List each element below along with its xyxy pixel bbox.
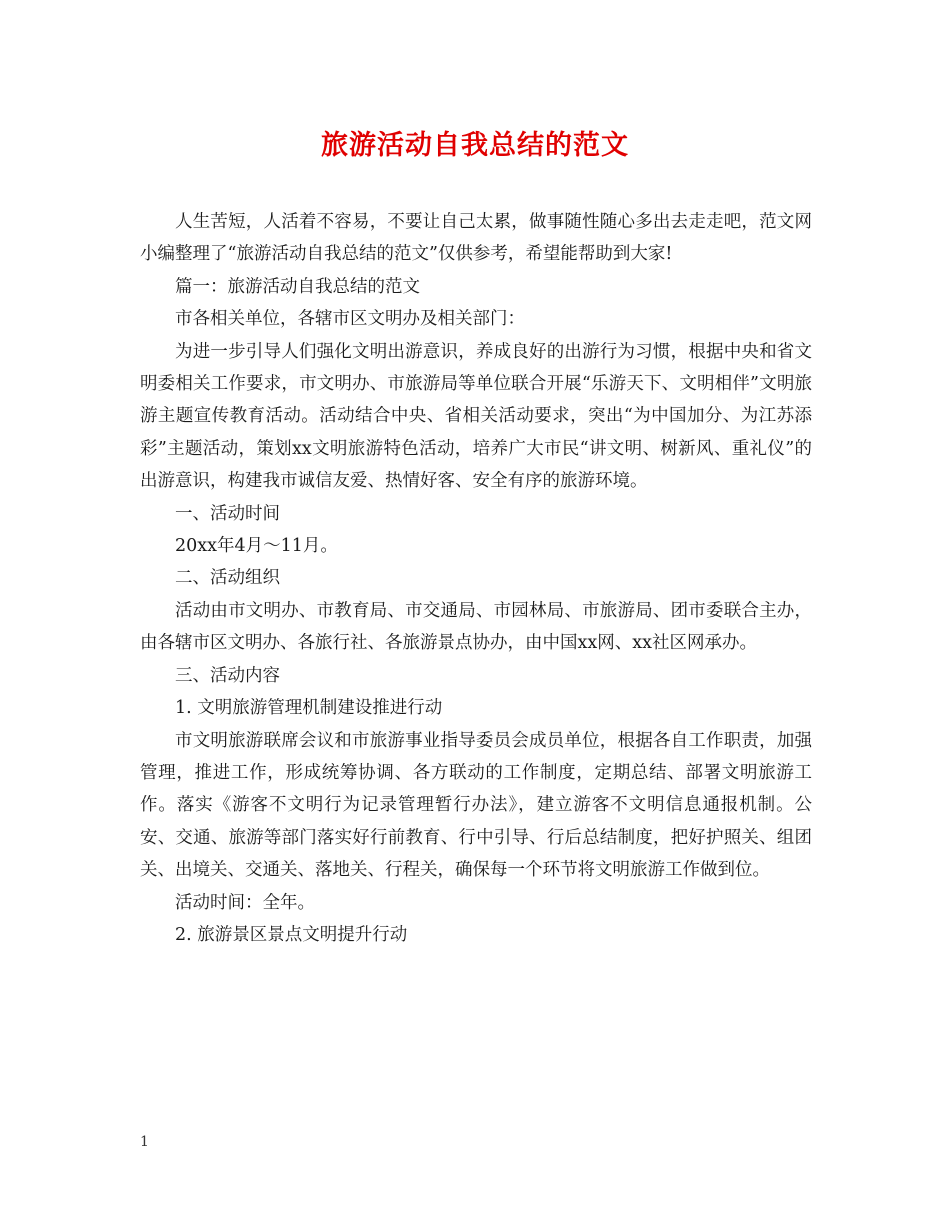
paragraph-intro: 人生苦短，人活着不容易，不要让自己太累，做事随性随心多出去走走吧，范文网小编整理了“旅游活动自我总结的范文”仅供参考，希望能帮助到大家!: [140, 212, 812, 265]
page-number: 1: [140, 1134, 149, 1150]
document-title: 旅游活动自我总结的范文: [321, 130, 629, 161]
section-heading-organization: 二、活动组织: [175, 568, 280, 589]
paragraph-part-heading: 篇一：旅游活动自我总结的范文: [175, 276, 420, 297]
paragraph-organization: 活动由市文明办、市教育局、市交通局、市园林局、市旅游局、团市委联合主办，由各辖市区文明办、各旅行社、各旅游景点协办，由中国xx网、xx社区网承办。: [140, 600, 812, 654]
document-body: [140, 206, 812, 951]
paragraph-management: 市文明旅游联席会议和市旅游事业指导委员会成员单位，根据各自工作职责，加强管理，推进工作，形成统筹协调、各方联动的工作制度，定期总结、部署文明旅游工作。落实《游客不文明行为记录管理暂行办法》，建立游客不文明信息通报机制。公安、交通、旅游等部门落实好行前教育、行中引导、行后总结制度，把好护照关、组团关、出境关、交通关、落地关、行程关，确保每一个环节将文明旅游工作做到位。: [140, 730, 812, 881]
paragraph-purpose: 为进一步引导人们强化文明出游意识，养成良好的出游行为习惯，根据中央和省文明委相关工作要求，市文明办、市旅游局等单位联合开展“乐游天下、文明相伴”文明旅游主题宣传教育活动。活动结合中央、省相关活动要求，突出“为中国加分、为江苏添彩”主题活动，策划xx文明旅游特色活动，培养广大市民“讲文明、树新风、重礼仪”的出游意识，构建我市诚信友爱、热情好客、安全有序的旅游环境。: [140, 341, 812, 492]
paragraph-time: 20xx年4月～11月。: [175, 536, 338, 557]
section-heading-content: 三、活动内容: [175, 665, 280, 686]
subheading-management: 1. 文明旅游管理机制建设推进行动: [175, 698, 443, 719]
paragraph-management-time: 活动时间：全年。: [175, 892, 315, 913]
paragraph-salutation: 市各相关单位，各辖市区文明办及相关部门：: [175, 309, 525, 330]
section-heading-time: 一、活动时间: [175, 503, 280, 524]
subheading-scenic: 2. 旅游景区景点文明提升行动: [175, 924, 408, 945]
